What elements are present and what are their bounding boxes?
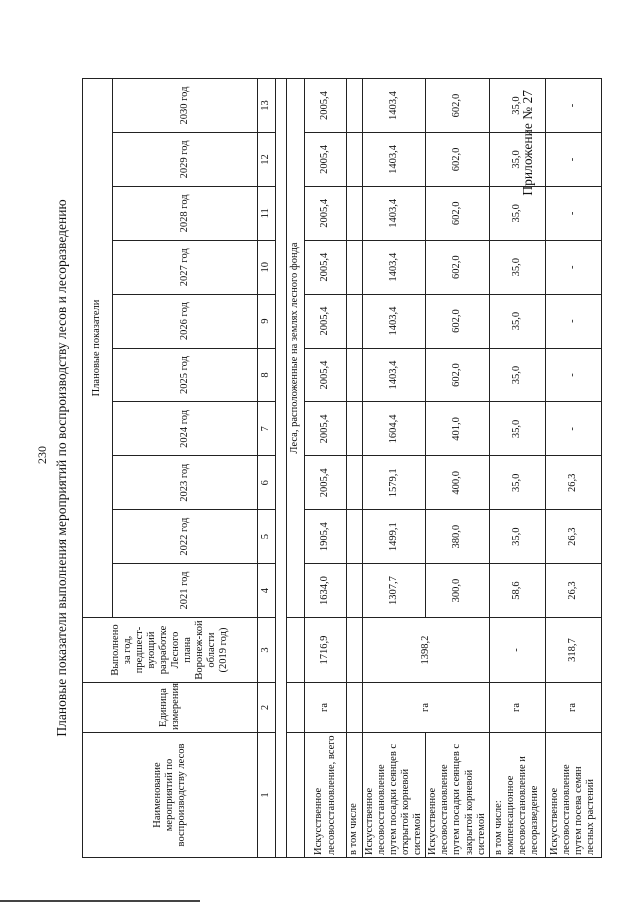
row-value [347, 79, 363, 133]
row-value: 1403,4 [363, 348, 426, 402]
year-2026: 2026 год [113, 294, 258, 348]
row-unit: га [305, 683, 347, 733]
row-value: 2005,4 [305, 240, 347, 294]
table-row [545, 79, 601, 858]
plan-table [82, 78, 602, 858]
col-number: 4 [258, 564, 276, 618]
col-number: 13 [258, 79, 276, 133]
header-name: Наименование мероприятий по воспроизводству лесов [83, 733, 258, 858]
row-value [347, 564, 363, 618]
year-2023: 2023 год [113, 456, 258, 510]
row-value: 400,0 [426, 456, 489, 510]
row-unit: га [489, 683, 545, 733]
year-2021: 2021 год [113, 564, 258, 618]
col-number: 7 [258, 402, 276, 456]
row-value: - [545, 348, 601, 402]
row-value: 2005,4 [305, 132, 347, 186]
table-row [363, 79, 426, 858]
row-value: 300,0 [426, 564, 489, 618]
document-title: Плановые показатели выполнения мероприятий по воспроизводству лесов и лесоразведению [54, 199, 69, 737]
row-value: 380,0 [426, 510, 489, 564]
year-2025: 2025 год [113, 348, 258, 402]
row-value: 35,0 [489, 402, 545, 456]
col-number: 3 [258, 618, 276, 683]
section-label: Леса, расположенные на землях лесного фонда [287, 79, 305, 618]
col-number: 10 [258, 240, 276, 294]
row-value [347, 186, 363, 240]
row-value: 2005,4 [305, 348, 347, 402]
row-value: 1403,4 [363, 240, 426, 294]
row-value: 2005,4 [305, 456, 347, 510]
row-value: 602,0 [426, 186, 489, 240]
row-done [347, 618, 363, 683]
row-value: 35,0 [489, 132, 545, 186]
row-value: - [545, 240, 601, 294]
row-value: - [545, 402, 601, 456]
row-value: 26,3 [545, 564, 601, 618]
row-value: 26,3 [545, 510, 601, 564]
rotated-page-content [40, 78, 600, 858]
row-value: 35,0 [489, 294, 545, 348]
row-value: 602,0 [426, 348, 489, 402]
row-value: 602,0 [426, 294, 489, 348]
row-value: - [545, 186, 601, 240]
row-value: 1403,4 [363, 79, 426, 133]
row-unit [347, 683, 363, 733]
year-2024: 2024 год [113, 402, 258, 456]
table-row [426, 79, 489, 858]
row-name: Искусственное лесовосстановление путем посадки сеянцев с закрытой корневой системой [426, 733, 489, 858]
section-blank [287, 683, 305, 733]
table-row [347, 79, 363, 858]
row-value: 1905,4 [305, 510, 347, 564]
row-value [347, 456, 363, 510]
row-value [347, 510, 363, 564]
table-row [305, 79, 347, 858]
page-number: 230 [35, 446, 49, 464]
header-row [83, 79, 113, 858]
row-value: 1307,7 [363, 564, 426, 618]
header-planned: Плановые показатели [83, 79, 113, 618]
col-number: 1 [258, 733, 276, 858]
col-number: 8 [258, 348, 276, 402]
row-unit: га [545, 683, 601, 733]
col-number: 12 [258, 132, 276, 186]
separator-cell [276, 79, 287, 858]
row-name: Искусственное лесовосстановление, всего [305, 733, 347, 858]
header-done: Выполнено за год, предшест-вующий разработке Лесного плана Воронеж-кой области (2019 год) [83, 618, 258, 683]
row-value: 1579,1 [363, 456, 426, 510]
row-value: 58,6 [489, 564, 545, 618]
table-row [489, 79, 545, 858]
header-unit: Единица измерения [83, 683, 258, 733]
row-value: 35,0 [489, 348, 545, 402]
row-value: 35,0 [489, 240, 545, 294]
row-value: 35,0 [489, 79, 545, 133]
row-value: 401,0 [426, 402, 489, 456]
row-name: в том числе [347, 733, 363, 858]
column-numbers-row [258, 79, 276, 858]
year-2028: 2028 год [113, 186, 258, 240]
section-blank [287, 733, 305, 858]
row-value: 2005,4 [305, 186, 347, 240]
row-value: 2005,4 [305, 79, 347, 133]
year-2027: 2027 год [113, 240, 258, 294]
row-value: 602,0 [426, 240, 489, 294]
col-number: 9 [258, 294, 276, 348]
year-2022: 2022 год [113, 510, 258, 564]
row-done: 318,7 [545, 618, 601, 683]
col-number: 5 [258, 510, 276, 564]
row-value: 2005,4 [305, 402, 347, 456]
appendix-label: Приложение № 27 [520, 90, 535, 196]
separator-row [276, 79, 287, 858]
row-value [347, 294, 363, 348]
col-number: 6 [258, 456, 276, 510]
row-value [347, 132, 363, 186]
row-value: 1403,4 [363, 186, 426, 240]
row-value: - [545, 132, 601, 186]
col-number: 2 [258, 683, 276, 733]
row-value [347, 240, 363, 294]
row-value: 1403,4 [363, 132, 426, 186]
row-value: 2005,4 [305, 294, 347, 348]
section-row [287, 79, 305, 858]
row-name: в том числе: компенсационное лесовосстановление и лесоразведение [489, 733, 545, 858]
row-done: 1398,2 [363, 618, 490, 683]
row-name: Искусственное лесовосстановление путем посадки сеянцев с открытой корневой системой [363, 733, 426, 858]
section-blank [287, 618, 305, 683]
col-number: 11 [258, 186, 276, 240]
row-unit: га [363, 683, 490, 733]
row-value: 26,3 [545, 456, 601, 510]
row-value: - [545, 294, 601, 348]
row-value: 35,0 [489, 510, 545, 564]
row-value: 35,0 [489, 186, 545, 240]
row-name: Искусственное лесовосстановление путем посева семян лесных растений [545, 733, 601, 858]
row-value: 1403,4 [363, 294, 426, 348]
row-value: 1604,4 [363, 402, 426, 456]
year-2029: 2029 год [113, 132, 258, 186]
row-value [347, 348, 363, 402]
row-value: 35,0 [489, 456, 545, 510]
row-value: 602,0 [426, 79, 489, 133]
row-done: 1716,9 [305, 618, 347, 683]
row-value: 1499,1 [363, 510, 426, 564]
row-value: 1634,0 [305, 564, 347, 618]
bottom-rule [0, 900, 200, 902]
row-done: - [489, 618, 545, 683]
year-2030: 2030 год [113, 79, 258, 133]
row-value: 602,0 [426, 132, 489, 186]
row-value [347, 402, 363, 456]
row-value: - [545, 79, 601, 133]
